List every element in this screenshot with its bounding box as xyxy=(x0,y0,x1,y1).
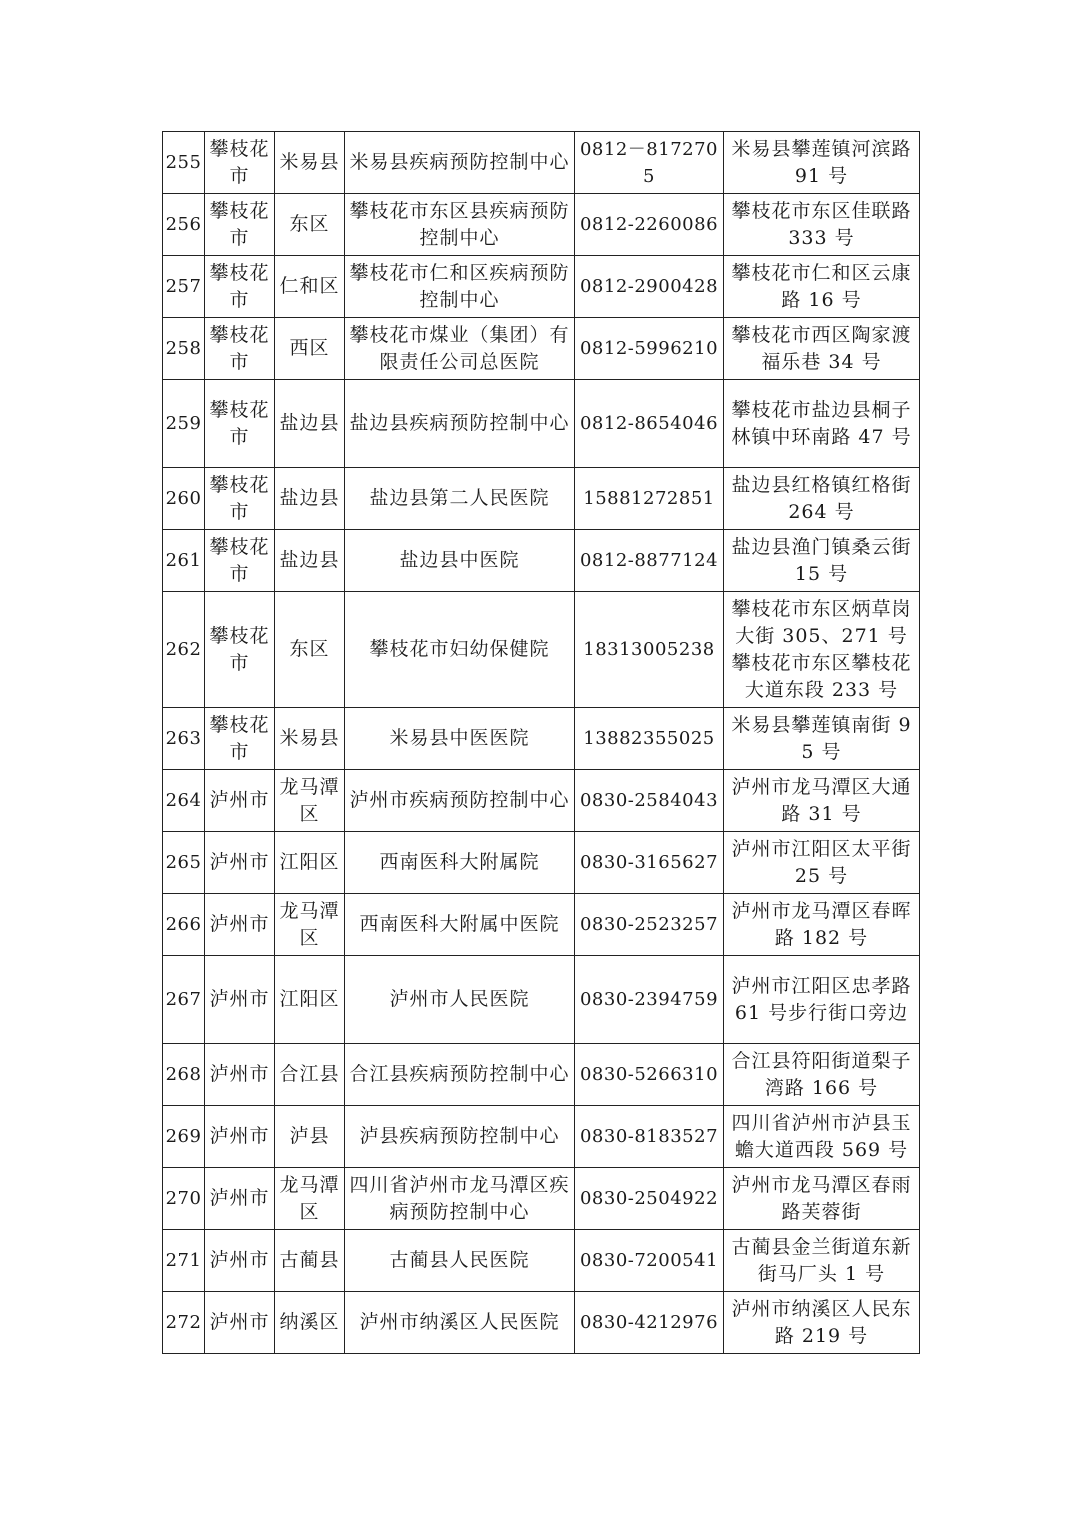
row-number: 261 xyxy=(163,530,205,592)
district-cell: 盐边县 xyxy=(275,380,345,468)
address-cell: 米易县攀莲镇河滨路 91 号 xyxy=(724,132,920,194)
phone-cell: 0830-7200541 xyxy=(575,1230,724,1292)
institution-cell: 米易县疾病预防控制中心 xyxy=(345,132,575,194)
district-cell: 盐边县 xyxy=(275,468,345,530)
city-cell: 攀枝花市 xyxy=(205,318,275,380)
row-number: 260 xyxy=(163,468,205,530)
row-number: 266 xyxy=(163,894,205,956)
address-cell: 攀枝花市东区炳草岗大街 305、271 号攀枝花市东区攀枝花大道东段 233 号 xyxy=(724,592,920,708)
city-cell: 攀枝花市 xyxy=(205,256,275,318)
row-number: 263 xyxy=(163,708,205,770)
institution-cell: 泸州市人民医院 xyxy=(345,956,575,1044)
institution-cell: 泸县疾病预防控制中心 xyxy=(345,1106,575,1168)
address-cell: 泸州市纳溪区人民东路 219 号 xyxy=(724,1292,920,1354)
institution-cell: 盐边县中医院 xyxy=(345,530,575,592)
address-cell: 攀枝花市仁和区云康路 16 号 xyxy=(724,256,920,318)
institution-cell: 合江县疾病预防控制中心 xyxy=(345,1044,575,1106)
address-cell: 攀枝花市盐边县桐子林镇中环南路 47 号 xyxy=(724,380,920,468)
city-cell: 攀枝花市 xyxy=(205,708,275,770)
institution-table xyxy=(162,131,920,1354)
row-number: 257 xyxy=(163,256,205,318)
phone-cell: 0812-2900428 xyxy=(575,256,724,318)
district-cell: 合江县 xyxy=(275,1044,345,1106)
address-cell: 泸州市龙马潭区春雨路芙蓉街 xyxy=(724,1168,920,1230)
institution-cell: 盐边县疾病预防控制中心 xyxy=(345,380,575,468)
table-row xyxy=(163,894,920,956)
table-row xyxy=(163,592,920,708)
table-row xyxy=(163,194,920,256)
phone-cell: 0830-4212976 xyxy=(575,1292,724,1354)
table-row xyxy=(163,132,920,194)
table-row xyxy=(163,256,920,318)
institution-cell: 西南医科大附属中医院 xyxy=(345,894,575,956)
address-cell: 泸州市龙马潭区大通路 31 号 xyxy=(724,770,920,832)
district-cell: 盐边县 xyxy=(275,530,345,592)
city-cell: 攀枝花市 xyxy=(205,530,275,592)
row-number: 269 xyxy=(163,1106,205,1168)
phone-cell: 0812-8877124 xyxy=(575,530,724,592)
row-number: 264 xyxy=(163,770,205,832)
phone-cell: 15881272851 xyxy=(575,468,724,530)
district-cell: 龙马潭区 xyxy=(275,1168,345,1230)
table-row xyxy=(163,530,920,592)
phone-cell: 0830-2504922 xyxy=(575,1168,724,1230)
district-cell: 江阳区 xyxy=(275,956,345,1044)
row-number: 258 xyxy=(163,318,205,380)
city-cell: 泸州市 xyxy=(205,956,275,1044)
district-cell: 米易县 xyxy=(275,708,345,770)
district-cell: 龙马潭区 xyxy=(275,770,345,832)
address-cell: 攀枝花市西区陶家渡福乐巷 34 号 xyxy=(724,318,920,380)
district-cell: 西区 xyxy=(275,318,345,380)
row-number: 268 xyxy=(163,1044,205,1106)
institution-cell: 四川省泸州市龙马潭区疾病预防控制中心 xyxy=(345,1168,575,1230)
district-cell: 龙马潭区 xyxy=(275,894,345,956)
table-row xyxy=(163,1230,920,1292)
row-number: 255 xyxy=(163,132,205,194)
phone-cell: 0830-2523257 xyxy=(575,894,724,956)
table-row xyxy=(163,1292,920,1354)
address-cell: 四川省泸州市泸县玉蟾大道西段 569 号 xyxy=(724,1106,920,1168)
city-cell: 泸州市 xyxy=(205,1044,275,1106)
city-cell: 攀枝花市 xyxy=(205,132,275,194)
table-row xyxy=(163,770,920,832)
institution-cell: 攀枝花市妇幼保健院 xyxy=(345,592,575,708)
row-number: 265 xyxy=(163,832,205,894)
phone-cell: 0812-2260086 xyxy=(575,194,724,256)
phone-cell: 0830-8183527 xyxy=(575,1106,724,1168)
table-row xyxy=(163,1168,920,1230)
phone-cell: 0830-2584043 xyxy=(575,770,724,832)
table-row xyxy=(163,1044,920,1106)
phone-cell: 18313005238 xyxy=(575,592,724,708)
district-cell: 泸县 xyxy=(275,1106,345,1168)
district-cell: 古蔺县 xyxy=(275,1230,345,1292)
district-cell: 东区 xyxy=(275,194,345,256)
institution-cell: 泸州市纳溪区人民医院 xyxy=(345,1292,575,1354)
address-cell: 古蔺县金兰街道东新街马厂头 1 号 xyxy=(724,1230,920,1292)
address-cell: 米易县攀莲镇南街 95 号 xyxy=(724,708,920,770)
address-cell: 泸州市龙马潭区春晖路 182 号 xyxy=(724,894,920,956)
district-cell: 仁和区 xyxy=(275,256,345,318)
row-number: 262 xyxy=(163,592,205,708)
institution-cell: 攀枝花市东区县疾病预防控制中心 xyxy=(345,194,575,256)
row-number: 270 xyxy=(163,1168,205,1230)
phone-cell: 0812－8172705 xyxy=(575,132,724,194)
address-cell: 盐边县渔门镇桑云街 15 号 xyxy=(724,530,920,592)
address-cell: 攀枝花市东区佳联路 333 号 xyxy=(724,194,920,256)
phone-cell: 0830-2394759 xyxy=(575,956,724,1044)
institution-cell: 西南医科大附属院 xyxy=(345,832,575,894)
city-cell: 泸州市 xyxy=(205,770,275,832)
address-cell: 合江县符阳街道梨子湾路 166 号 xyxy=(724,1044,920,1106)
phone-cell: 13882355025 xyxy=(575,708,724,770)
phone-cell: 0830-3165627 xyxy=(575,832,724,894)
institution-cell: 盐边县第二人民医院 xyxy=(345,468,575,530)
row-number: 259 xyxy=(163,380,205,468)
address-cell: 泸州市江阳区忠孝路 61 号步行街口旁边 xyxy=(724,956,920,1044)
row-number: 256 xyxy=(163,194,205,256)
city-cell: 泸州市 xyxy=(205,1168,275,1230)
phone-cell: 0830-5266310 xyxy=(575,1044,724,1106)
phone-cell: 0812-5996210 xyxy=(575,318,724,380)
district-cell: 江阳区 xyxy=(275,832,345,894)
row-number: 272 xyxy=(163,1292,205,1354)
institution-cell: 攀枝花市煤业（集团）有限责任公司总医院 xyxy=(345,318,575,380)
table-row xyxy=(163,380,920,468)
address-cell: 盐边县红格镇红格街 264 号 xyxy=(724,468,920,530)
district-cell: 米易县 xyxy=(275,132,345,194)
city-cell: 泸州市 xyxy=(205,1292,275,1354)
city-cell: 泸州市 xyxy=(205,1230,275,1292)
city-cell: 泸州市 xyxy=(205,832,275,894)
institution-cell: 古蔺县人民医院 xyxy=(345,1230,575,1292)
district-cell: 东区 xyxy=(275,592,345,708)
table-row xyxy=(163,708,920,770)
table-row xyxy=(163,832,920,894)
city-cell: 攀枝花市 xyxy=(205,194,275,256)
institution-cell: 攀枝花市仁和区疾病预防控制中心 xyxy=(345,256,575,318)
city-cell: 攀枝花市 xyxy=(205,592,275,708)
district-cell: 纳溪区 xyxy=(275,1292,345,1354)
city-cell: 攀枝花市 xyxy=(205,380,275,468)
row-number: 267 xyxy=(163,956,205,1044)
institution-cell: 米易县中医医院 xyxy=(345,708,575,770)
city-cell: 泸州市 xyxy=(205,894,275,956)
city-cell: 攀枝花市 xyxy=(205,468,275,530)
row-number: 271 xyxy=(163,1230,205,1292)
table-row xyxy=(163,318,920,380)
phone-cell: 0812-8654046 xyxy=(575,380,724,468)
institution-cell: 泸州市疾病预防控制中心 xyxy=(345,770,575,832)
city-cell: 泸州市 xyxy=(205,1106,275,1168)
table-row xyxy=(163,956,920,1044)
table-body xyxy=(163,132,920,1354)
table-row xyxy=(163,1106,920,1168)
table-row xyxy=(163,468,920,530)
address-cell: 泸州市江阳区太平街 25 号 xyxy=(724,832,920,894)
